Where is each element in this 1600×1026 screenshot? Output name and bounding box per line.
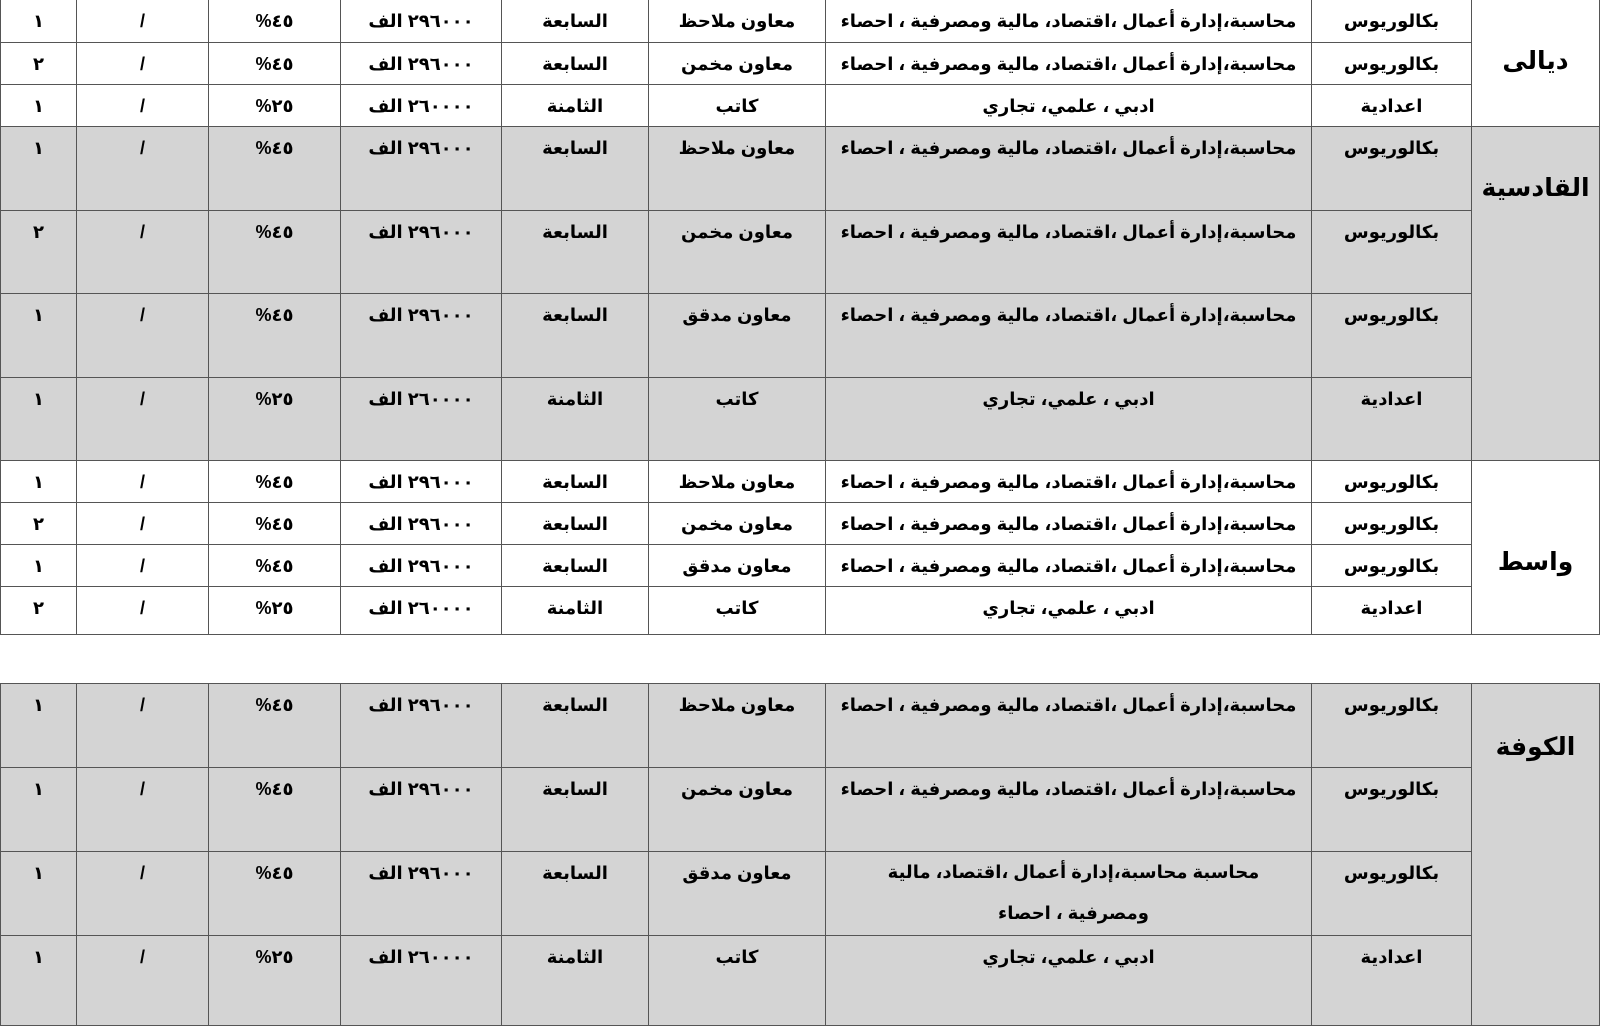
grade-cell: السابعة xyxy=(502,127,649,211)
certificate-cell: بكالوريوس xyxy=(1312,684,1472,768)
count-cell: ١ xyxy=(1,294,77,378)
percentage-cell: ٤٥% xyxy=(209,684,341,768)
table-row xyxy=(1,936,1600,1026)
salary-cell: ٢٩٦٠٠٠ الف xyxy=(341,768,502,852)
percentage-cell: ٤٥% xyxy=(209,43,341,85)
certificate-cell: بكالوريوس xyxy=(1312,461,1472,503)
job-title-cell: معاون مدقق xyxy=(649,545,826,587)
slash-cell: / xyxy=(77,127,209,211)
job-title-cell: معاون مخمن xyxy=(649,503,826,545)
salary-cell: ٢٩٦٠٠٠ الف xyxy=(341,43,502,85)
count-cell: ١ xyxy=(1,684,77,768)
job-title-cell: كاتب xyxy=(649,936,826,1026)
slash-cell: / xyxy=(77,503,209,545)
salary-cell: ٢٩٦٠٠٠ الف xyxy=(341,294,502,378)
job-title-cell: كاتب xyxy=(649,85,826,127)
count-cell: ١ xyxy=(1,127,77,211)
slash-cell: / xyxy=(77,461,209,503)
salary-cell: ٢٦٠٠٠٠ الف xyxy=(341,85,502,127)
table-row xyxy=(1,0,1600,43)
salary-cell: ٢٦٠٠٠٠ الف xyxy=(341,587,502,635)
table-row xyxy=(1,768,1600,852)
grade-cell: الثامنة xyxy=(502,587,649,635)
province-cell xyxy=(1472,0,1600,127)
certificate-cell: اعدادية xyxy=(1312,85,1472,127)
salary-cell: ٢٩٦٠٠٠ الف xyxy=(341,0,502,43)
salary-cell: ٢٩٦٠٠٠ الف xyxy=(341,545,502,587)
certificate-cell: اعدادية xyxy=(1312,587,1472,635)
table-row xyxy=(1,211,1600,294)
salary-cell: ٢٩٦٠٠٠ الف xyxy=(341,127,502,211)
grade-cell: الثامنة xyxy=(502,378,649,461)
count-cell: ١ xyxy=(1,852,77,936)
grade-cell: الثامنة xyxy=(502,936,649,1026)
salary-cell: ٢٩٦٠٠٠ الف xyxy=(341,503,502,545)
certificate-cell: بكالوريوس xyxy=(1312,294,1472,378)
province-cell xyxy=(1472,127,1600,461)
percentage-cell: ٤٥% xyxy=(209,503,341,545)
certificate-cell: بكالوريوس xyxy=(1312,503,1472,545)
salary-cell: ٢٦٠٠٠٠ الف xyxy=(341,378,502,461)
slash-cell: / xyxy=(77,43,209,85)
slash-cell: / xyxy=(77,211,209,294)
specialization-cell: ادبي ، علمي، تجاري xyxy=(826,587,1312,635)
job-title-cell: معاون مخمن xyxy=(649,43,826,85)
table-row xyxy=(1,294,1600,378)
specialization-cell: ادبي ، علمي، تجاري xyxy=(826,936,1312,1026)
count-cell: ٢ xyxy=(1,211,77,294)
count-cell: ١ xyxy=(1,545,77,587)
province-cell xyxy=(1472,684,1600,1026)
count-cell: ٢ xyxy=(1,587,77,635)
table-row xyxy=(1,587,1600,635)
job-title-cell: معاون ملاحظ xyxy=(649,127,826,211)
specialization-cell: ادبي ، علمي، تجاري xyxy=(826,85,1312,127)
percentage-cell: ٤٥% xyxy=(209,545,341,587)
specialization-cell: محاسبة،إدارة أعمال ،اقتصاد، مالية ومصرفية ، احصاء xyxy=(826,684,1312,768)
grade-cell: السابعة xyxy=(502,503,649,545)
table-row xyxy=(1,127,1600,211)
specialization-cell: محاسبة،إدارة أعمال ،اقتصاد، مالية ومصرفية ، احصاء xyxy=(826,545,1312,587)
grade-cell: السابعة xyxy=(502,43,649,85)
grade-cell: السابعة xyxy=(502,0,649,43)
percentage-cell: ٤٥% xyxy=(209,768,341,852)
salary-cell: ٢٩٦٠٠٠ الف xyxy=(341,852,502,936)
count-cell: ٢ xyxy=(1,43,77,85)
slash-cell: / xyxy=(77,294,209,378)
percentage-cell: ٢٥% xyxy=(209,936,341,1026)
slash-cell: / xyxy=(77,684,209,768)
grade-cell: السابعة xyxy=(502,211,649,294)
count-cell: ٢ xyxy=(1,503,77,545)
specialization-cell: ادبي ، علمي، تجاري xyxy=(826,378,1312,461)
job-title-cell: كاتب xyxy=(649,378,826,461)
percentage-cell: ٢٥% xyxy=(209,587,341,635)
specialization-cell: محاسبة،إدارة أعمال ،اقتصاد، مالية ومصرفية ، احصاء xyxy=(826,768,1312,852)
percentage-cell: ٤٥% xyxy=(209,0,341,43)
province-name: واسط xyxy=(1497,548,1574,576)
table-row xyxy=(1,85,1600,127)
slash-cell: / xyxy=(77,587,209,635)
certificate-cell: بكالوريوس xyxy=(1312,211,1472,294)
table-row xyxy=(1,378,1600,461)
certificate-cell: اعدادية xyxy=(1312,378,1472,461)
job-title-cell: معاون مخمن xyxy=(649,211,826,294)
slash-cell: / xyxy=(77,85,209,127)
certificate-cell: بكالوريوس xyxy=(1312,0,1472,43)
specialization-cell: محاسبة،إدارة أعمال ،اقتصاد، مالية ومصرفية ، احصاء xyxy=(826,211,1312,294)
percentage-cell: ٢٥% xyxy=(209,85,341,127)
percentage-cell: ٤٥% xyxy=(209,211,341,294)
province-name: ديالى xyxy=(1502,47,1569,75)
salary-cell: ٢٩٦٠٠٠ الف xyxy=(341,684,502,768)
count-cell: ١ xyxy=(1,378,77,461)
slash-cell: / xyxy=(77,378,209,461)
percentage-cell: ٢٥% xyxy=(209,378,341,461)
job-title-cell: معاون ملاحظ xyxy=(649,461,826,503)
grade-cell: السابعة xyxy=(502,545,649,587)
table-row xyxy=(1,545,1600,587)
percentage-cell: ٤٥% xyxy=(209,294,341,378)
count-cell: ١ xyxy=(1,461,77,503)
province-cell xyxy=(1472,461,1600,635)
province-name: القادسية xyxy=(1481,174,1590,202)
grade-cell: الثامنة xyxy=(502,85,649,127)
specialization-cell: محاسبة محاسبة،إدارة أعمال ،اقتصاد، مالية ومصرفية ، احصاء xyxy=(826,852,1312,936)
grade-cell: السابعة xyxy=(502,684,649,768)
percentage-cell: ٤٥% xyxy=(209,461,341,503)
job-title-cell: معاون ملاحظ xyxy=(649,0,826,43)
table-row xyxy=(1,43,1600,85)
slash-cell: / xyxy=(77,768,209,852)
certificate-cell: بكالوريوس xyxy=(1312,852,1472,936)
grade-cell: السابعة xyxy=(502,852,649,936)
count-cell: ١ xyxy=(1,936,77,1026)
slash-cell: / xyxy=(77,936,209,1026)
count-cell: ١ xyxy=(1,85,77,127)
specialization-cell: محاسبة،إدارة أعمال ،اقتصاد، مالية ومصرفية ، احصاء xyxy=(826,294,1312,378)
slash-cell: / xyxy=(77,852,209,936)
grade-cell: السابعة xyxy=(502,768,649,852)
specialization-cell: محاسبة،إدارة أعمال ،اقتصاد، مالية ومصرفية ، احصاء xyxy=(826,127,1312,211)
job-title-cell: معاون مدقق xyxy=(649,294,826,378)
salary-cell: ٢٩٦٠٠٠ الف xyxy=(341,461,502,503)
province-name: الكوفة xyxy=(1495,733,1576,761)
vacancies-table-two xyxy=(0,683,1600,1026)
table-row xyxy=(1,684,1600,768)
specialization-cell: محاسبة،إدارة أعمال ،اقتصاد، مالية ومصرفية ، احصاء xyxy=(826,0,1312,43)
salary-cell: ٢٦٠٠٠٠ الف xyxy=(341,936,502,1026)
certificate-cell: بكالوريوس xyxy=(1312,43,1472,85)
count-cell: ١ xyxy=(1,0,77,43)
specialization-cell: محاسبة،إدارة أعمال ،اقتصاد، مالية ومصرفية ، احصاء xyxy=(826,503,1312,545)
table-row xyxy=(1,503,1600,545)
certificate-cell: بكالوريوس xyxy=(1312,127,1472,211)
job-title-cell: معاون مخمن xyxy=(649,768,826,852)
job-title-cell: معاون ملاحظ xyxy=(649,684,826,768)
specialization-cell: محاسبة،إدارة أعمال ،اقتصاد، مالية ومصرفية ، احصاء xyxy=(826,461,1312,503)
job-title-cell: كاتب xyxy=(649,587,826,635)
percentage-cell: ٤٥% xyxy=(209,852,341,936)
grade-cell: السابعة xyxy=(502,461,649,503)
specialization-cell: محاسبة،إدارة أعمال ،اقتصاد، مالية ومصرفية ، احصاء xyxy=(826,43,1312,85)
table-row xyxy=(1,852,1600,936)
grade-cell: السابعة xyxy=(502,294,649,378)
slash-cell: / xyxy=(77,545,209,587)
slash-cell: / xyxy=(77,0,209,43)
table-row xyxy=(1,461,1600,503)
certificate-cell: بكالوريوس xyxy=(1312,768,1472,852)
percentage-cell: ٤٥% xyxy=(209,127,341,211)
salary-cell: ٢٩٦٠٠٠ الف xyxy=(341,211,502,294)
job-title-cell: معاون مدقق xyxy=(649,852,826,936)
certificate-cell: بكالوريوس xyxy=(1312,545,1472,587)
count-cell: ١ xyxy=(1,768,77,852)
certificate-cell: اعدادية xyxy=(1312,936,1472,1026)
